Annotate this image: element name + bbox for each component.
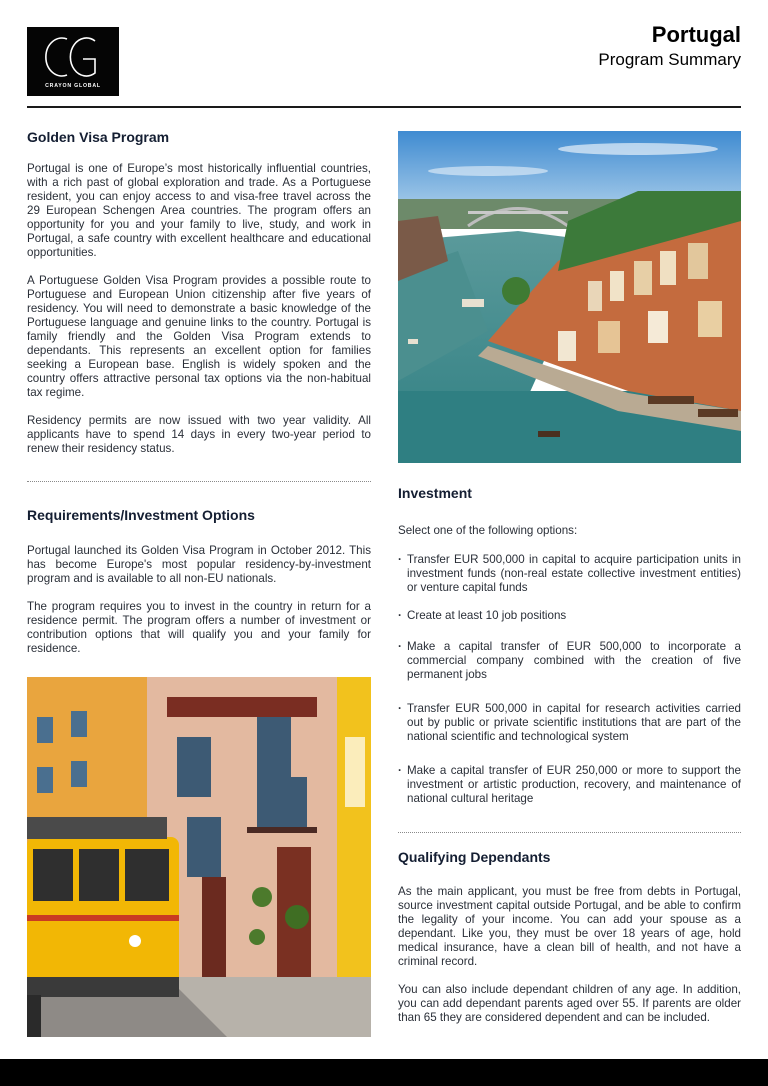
requirements-heading: Requirements/Investment Options: [27, 507, 255, 523]
investment-section: [398, 484, 741, 806]
left-dotted-divider: [27, 481, 371, 482]
investment-option: · Create at least 10 job positions: [398, 609, 741, 623]
investment-option: · Make a capital transfer of EUR 250,000 or more to support the investment or artistic production, recovery, and maintenance of national cultural heritage: [398, 764, 741, 806]
golden-visa-paragraph-2: A Portuguese Golden Visa Program provides a possible route to Portuguese and European Union citizenship after five years of residency. You will need to demonstrate a basic knowledge of the Portuguese language and genuine links to the country. Portugal is family friendly and the Golden Visa Program extends to dependants. This represents an excellent option for families seeking a European base. English is widely spoken and the country offers attractive personal tax options via the non-habitual tax regime.: [27, 274, 371, 399]
dependants-heading: Qualifying Dependants: [398, 849, 551, 865]
dependants-paragraph-2: You can also include dependant children of any age. In addition, you can add dependant parents aged over 55. If parents are older than 65 they are considered dependent and can be included.: [398, 983, 741, 1024]
investment-option: · Transfer EUR 500,000 in capital to acquire participation units in investment funds (non-real estate collective investment entities) or venture capital funds: [398, 553, 741, 595]
footer-bar: [0, 1059, 768, 1086]
golden-visa-section: [27, 128, 371, 456]
golden-visa-heading: Golden Visa Program: [27, 129, 170, 145]
investment-heading: Investment: [398, 485, 472, 501]
requirements-section: [27, 506, 371, 656]
dependants-paragraph-1: As the main applicant, you must be free from debts in Portugal, source investment capital outside Portugal, and be able to confirm the legality of your income. You can add your spouse as a dependant. Like you, they must be over 18 years of age, hold medical insurance, have a clean bill of health, and not have a criminal record.: [398, 885, 741, 968]
requirements-paragraph-2: The program requires you to invest in the country in return for a residence permit. The program offers a number of investment or contribution options that will qualify you and your family for residence.: [27, 600, 371, 655]
dependants-section: [398, 848, 741, 1025]
porto-river-photo: [398, 131, 741, 463]
golden-visa-paragraph-3: Residency permits are now issued with two year validity. All applicants have to spend 14 days in every two-year period to renew their residency status.: [27, 414, 371, 455]
investment-options-list: [398, 553, 741, 806]
page-title: Portugal: [651, 22, 741, 47]
investment-option: · Make a capital transfer of EUR 500,000 to incorporate a commercial company combined with the creation of five permanent jobs: [398, 640, 741, 682]
header-divider: [27, 106, 741, 108]
investment-intro: Select one of the following options:: [398, 524, 578, 537]
lisbon-tram-photo: [27, 677, 371, 1037]
crayon-global-logo: [27, 27, 119, 96]
investment-option: · Transfer EUR 500,000 in capital for research activities carried out by public or private scientific institutions that are part of the national scientific and technological system: [398, 702, 741, 744]
requirements-paragraph-1: Portugal launched its Golden Visa Program in October 2012. This has become Europe's most popular residency-by-investment program and is available to all non-EU nationals.: [27, 544, 371, 585]
logo-text: CRAYON GLOBAL: [45, 83, 101, 89]
golden-visa-paragraph-1: Portugal is one of Europe’s most historically influential countries, with a rich past of global exploration and trade. As a Portuguese resident, you can enjoy access to and visa-free travel across the 29 European Schengen Area countries. The program offers an opportunity for you and your family to live, study, and work in Portugal, a safe country with excellent healthcare and educational opportunities.: [27, 162, 371, 259]
right-dotted-divider: [398, 832, 741, 833]
page-subtitle: Program Summary: [598, 50, 741, 69]
